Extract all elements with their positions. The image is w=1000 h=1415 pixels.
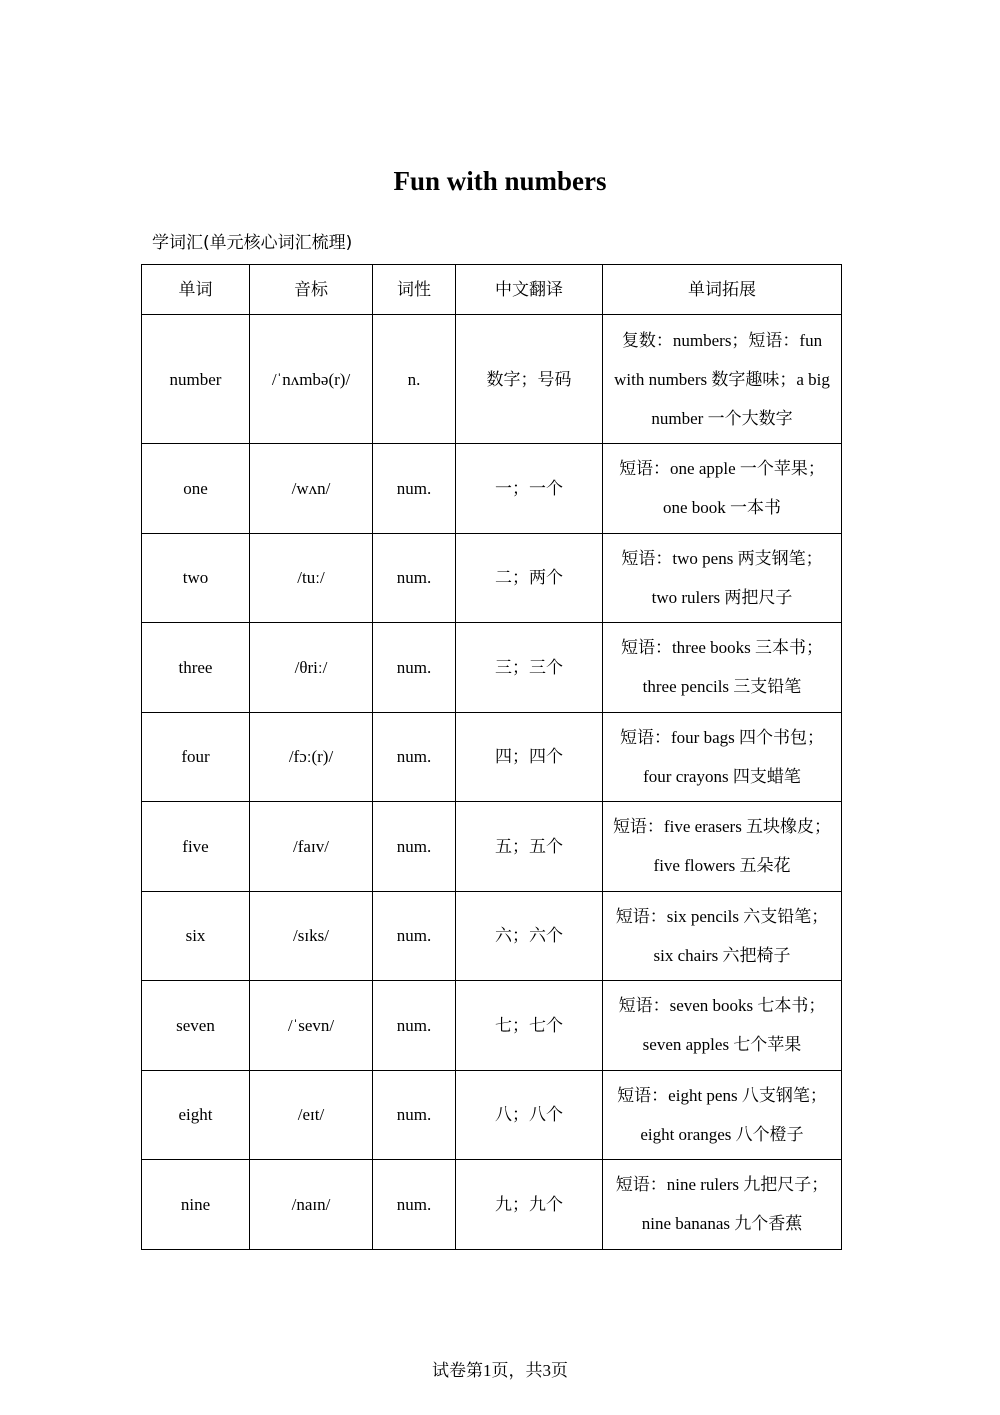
page-title: Fun with numbers (393, 166, 607, 196)
extension-cell: 短语：six pencils 六支铅笔；six chairs 六把椅子 (603, 891, 842, 981)
phonetic-cell: /θriː/ (250, 623, 373, 713)
phonetic-cell: /wʌn/ (250, 444, 373, 534)
phonetic-cell: /naɪn/ (250, 1160, 373, 1250)
word-cell: eight (142, 1070, 250, 1160)
pos-cell: num. (373, 1070, 456, 1160)
translation-cell: 七；七个 (456, 981, 603, 1071)
header-part-of-speech: 词性 (373, 265, 456, 315)
header-translation: 中文翻译 (456, 265, 603, 315)
extension-cell: 短语：two pens 两支钢笔；two rulers 两把尺子 (603, 533, 842, 623)
extension-cell: 短语：four bags 四个书包；four crayons 四支蜡笔 (603, 712, 842, 802)
vocabulary-table (141, 264, 842, 1250)
word-cell: seven (142, 981, 250, 1071)
extension-cell: 短语：seven books 七本书；seven apples 七个苹果 (603, 981, 842, 1071)
translation-cell: 数字；号码 (456, 315, 603, 444)
table-row (142, 802, 842, 892)
extension-cell: 短语：five erasers 五块橡皮；five flowers 五朵花 (603, 802, 842, 892)
table-row (142, 1070, 842, 1160)
word-cell: four (142, 712, 250, 802)
extension-cell: 短语：eight pens 八支钢笔；eight oranges 八个橙子 (603, 1070, 842, 1160)
pos-cell: num. (373, 981, 456, 1071)
extension-cell: 复数：numbers；短语：fun with numbers 数字趣味；a big number 一个大数字 (603, 315, 842, 444)
table-row (142, 891, 842, 981)
section-heading: 学词汇(单元核心词汇梳理) (152, 233, 353, 253)
word-cell: nine (142, 1160, 250, 1250)
phonetic-cell: /faɪv/ (250, 802, 373, 892)
translation-cell: 四；四个 (456, 712, 603, 802)
word-cell: five (142, 802, 250, 892)
word-cell: two (142, 533, 250, 623)
table-row (142, 315, 842, 444)
translation-cell: 二；两个 (456, 533, 603, 623)
translation-cell: 一；一个 (456, 444, 603, 534)
word-cell: three (142, 623, 250, 713)
phonetic-cell: /ˈsevn/ (250, 981, 373, 1071)
page-footer: 试卷第1页，共3页 (432, 1361, 568, 1380)
pos-cell: num. (373, 802, 456, 892)
phonetic-cell: /ˈnʌmbə(r)/ (250, 315, 373, 444)
table-row (142, 623, 842, 713)
word-cell: six (142, 891, 250, 981)
translation-cell: 八；八个 (456, 1070, 603, 1160)
word-cell: number (142, 315, 250, 444)
table-row (142, 712, 842, 802)
pos-cell: num. (373, 444, 456, 534)
header-word: 单词 (142, 265, 250, 315)
pos-cell: num. (373, 891, 456, 981)
pos-cell: n. (373, 315, 456, 444)
extension-cell: 短语：nine rulers 九把尺子；nine bananas 九个香蕉 (603, 1160, 842, 1250)
pos-cell: num. (373, 623, 456, 713)
extension-cell: 短语：three books 三本书；three pencils 三支铅笔 (603, 623, 842, 713)
translation-cell: 六；六个 (456, 891, 603, 981)
pos-cell: num. (373, 533, 456, 623)
header-extension: 单词拓展 (603, 265, 842, 315)
pos-cell: num. (373, 1160, 456, 1250)
table-row (142, 533, 842, 623)
table-row (142, 1160, 842, 1250)
table-row (142, 444, 842, 534)
translation-cell: 三；三个 (456, 623, 603, 713)
header-phonetic: 音标 (250, 265, 373, 315)
phonetic-cell: /eɪt/ (250, 1070, 373, 1160)
phonetic-cell: /sɪks/ (250, 891, 373, 981)
pos-cell: num. (373, 712, 456, 802)
extension-cell: 短语：one apple 一个苹果；one book 一本书 (603, 444, 842, 534)
word-cell: one (142, 444, 250, 534)
translation-cell: 五；五个 (456, 802, 603, 892)
table-header-row (142, 265, 842, 315)
translation-cell: 九；九个 (456, 1160, 603, 1250)
phonetic-cell: /fɔː(r)/ (250, 712, 373, 802)
table-row (142, 981, 842, 1071)
phonetic-cell: /tuː/ (250, 533, 373, 623)
